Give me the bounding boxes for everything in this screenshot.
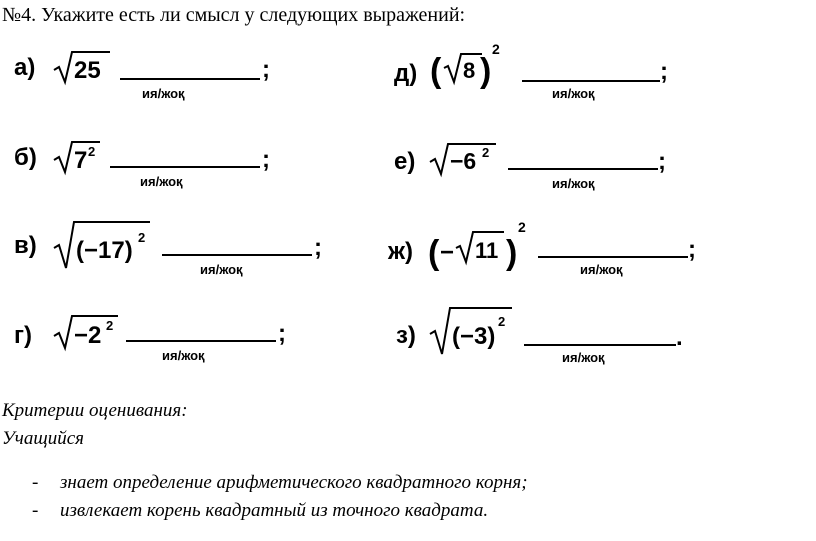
exponent: 2 [498,314,506,329]
exercise-label: б) [14,144,37,171]
radicand: 11 [475,238,499,263]
radical-expression [52,136,102,176]
exercise-label: з) [396,322,416,349]
answer-line[interactable] [110,166,260,168]
radical-expression [428,302,518,362]
radical-expression [428,138,498,178]
exponent: 2 [492,41,500,57]
exercise-label: ж) [388,238,414,265]
answer-line[interactable] [162,254,312,256]
radical-expression [428,218,538,278]
end-mark: ; [314,234,322,261]
radicand: (−17) [76,237,133,264]
radical-expression [430,40,510,100]
exercise-label: г) [14,322,32,349]
radicand: −6 [450,148,477,174]
exercise-label: д) [394,60,418,87]
answer-hint: ия/жоқ [162,348,205,363]
criteria-item-text: извлекает корень квадратный из точного квадрата. [60,500,489,521]
answer-hint: ия/жоқ [142,86,185,101]
exponent: 2 [88,144,96,159]
minus-sign: − [440,239,455,266]
radicand: 8 [463,58,476,83]
answer-hint: ия/жоқ [552,176,595,191]
end-mark: ; [688,236,696,263]
end-mark: ; [658,148,666,175]
answer-line[interactable] [120,78,260,80]
bullet-dash: - [32,500,39,521]
answer-hint: ия/жоқ [200,262,243,277]
answer-line[interactable] [538,256,688,258]
exercise-label: а) [14,54,36,81]
criteria-item-text: знает определение арифметического квадратного корня; [60,472,528,493]
radical-expression [52,216,152,276]
end-mark: . [676,324,683,351]
task-title: №4. Укажите есть ли смысл у следующих выражений: [2,4,466,26]
right-paren: ) [506,234,518,272]
answer-hint: ия/жоқ [562,350,605,365]
left-paren: ( [430,52,442,90]
answer-hint: ия/жоқ [552,86,595,101]
exponent: 2 [138,230,146,245]
end-mark: ; [262,56,270,83]
end-mark: ; [278,320,286,347]
answer-line[interactable] [524,344,676,346]
right-paren: ) [480,52,492,90]
criteria-heading: Критерии оценивания: [2,400,188,421]
exponent: 2 [518,219,526,235]
end-mark: ; [660,58,668,85]
answer-hint: ия/жоқ [140,174,183,189]
bullet-dash: - [32,472,39,493]
radicand: −2 [74,322,102,349]
radicand: 25 [74,57,101,84]
answer-line[interactable] [126,340,276,342]
radical-expression [52,310,122,350]
radicand: 7 [74,147,88,174]
end-mark: ; [262,146,270,173]
left-paren: ( [428,234,440,272]
answer-line[interactable] [508,168,658,170]
answer-hint: ия/жоқ [580,262,623,277]
exponent: 2 [106,318,114,333]
answer-line[interactable] [522,80,660,82]
criteria-subject: Учащийся [2,428,84,449]
exercise-label: в) [14,232,37,259]
exercise-label: е) [394,148,416,175]
exponent: 2 [482,145,490,160]
radical-expression [52,48,112,88]
radicand: (−3) [452,323,496,350]
